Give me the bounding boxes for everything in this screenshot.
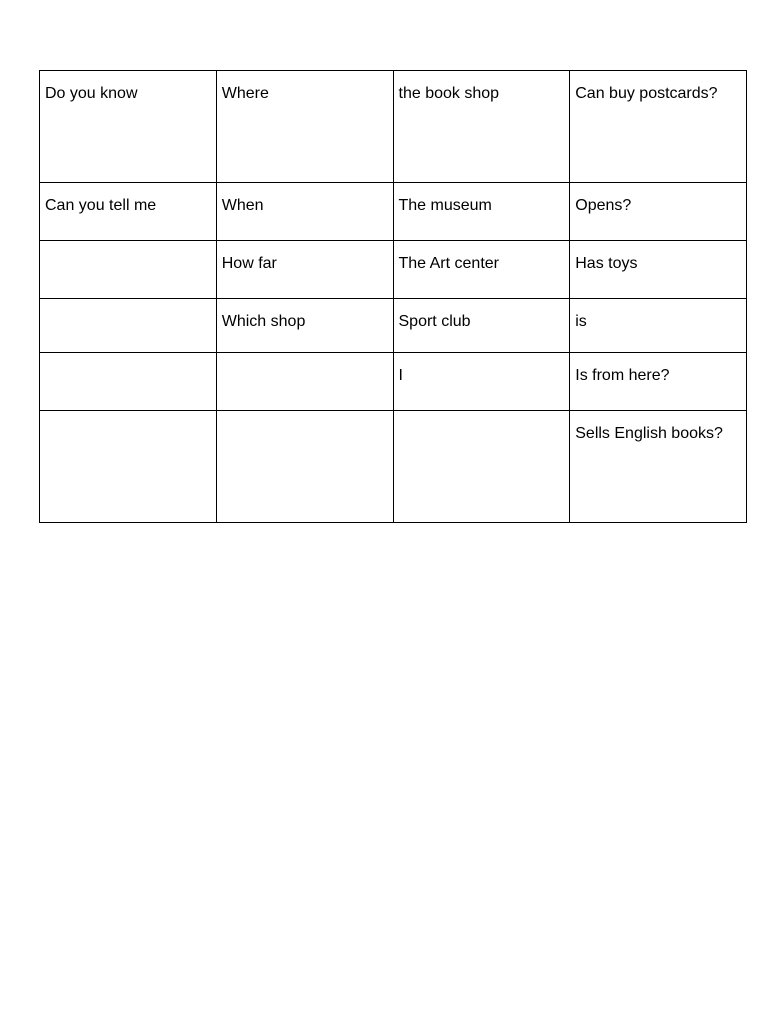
- table-row: [40, 353, 747, 411]
- table-cell: The museum: [393, 183, 570, 241]
- table-row: [40, 241, 747, 299]
- table-cell: When: [216, 183, 393, 241]
- table-cell: How far: [216, 241, 393, 299]
- table-cell: Sells English books?: [570, 411, 747, 523]
- table-cell: The Art center: [393, 241, 570, 299]
- table-cell: [40, 299, 217, 353]
- table-cell: Can buy postcards?: [570, 71, 747, 183]
- table-cell: [40, 411, 217, 523]
- table-cell: [393, 411, 570, 523]
- table-cell: I: [393, 353, 570, 411]
- table-cell: Can you tell me: [40, 183, 217, 241]
- table-cell: Do you know: [40, 71, 217, 183]
- table-cell: Where: [216, 71, 393, 183]
- table-row: [40, 183, 747, 241]
- table-cell: Which shop: [216, 299, 393, 353]
- table-cell: Has toys: [570, 241, 747, 299]
- table-cell: Opens?: [570, 183, 747, 241]
- table-cell: [40, 241, 217, 299]
- table-row: [40, 299, 747, 353]
- table-cell: the book shop: [393, 71, 570, 183]
- table-cell: Sport club: [393, 299, 570, 353]
- table-cell: [216, 353, 393, 411]
- table-row: [40, 411, 747, 523]
- table-cell: [216, 411, 393, 523]
- phrase-table: [39, 70, 747, 523]
- table-cell: [40, 353, 217, 411]
- table-cell: Is from here?: [570, 353, 747, 411]
- table-cell: is: [570, 299, 747, 353]
- table-row: [40, 71, 747, 183]
